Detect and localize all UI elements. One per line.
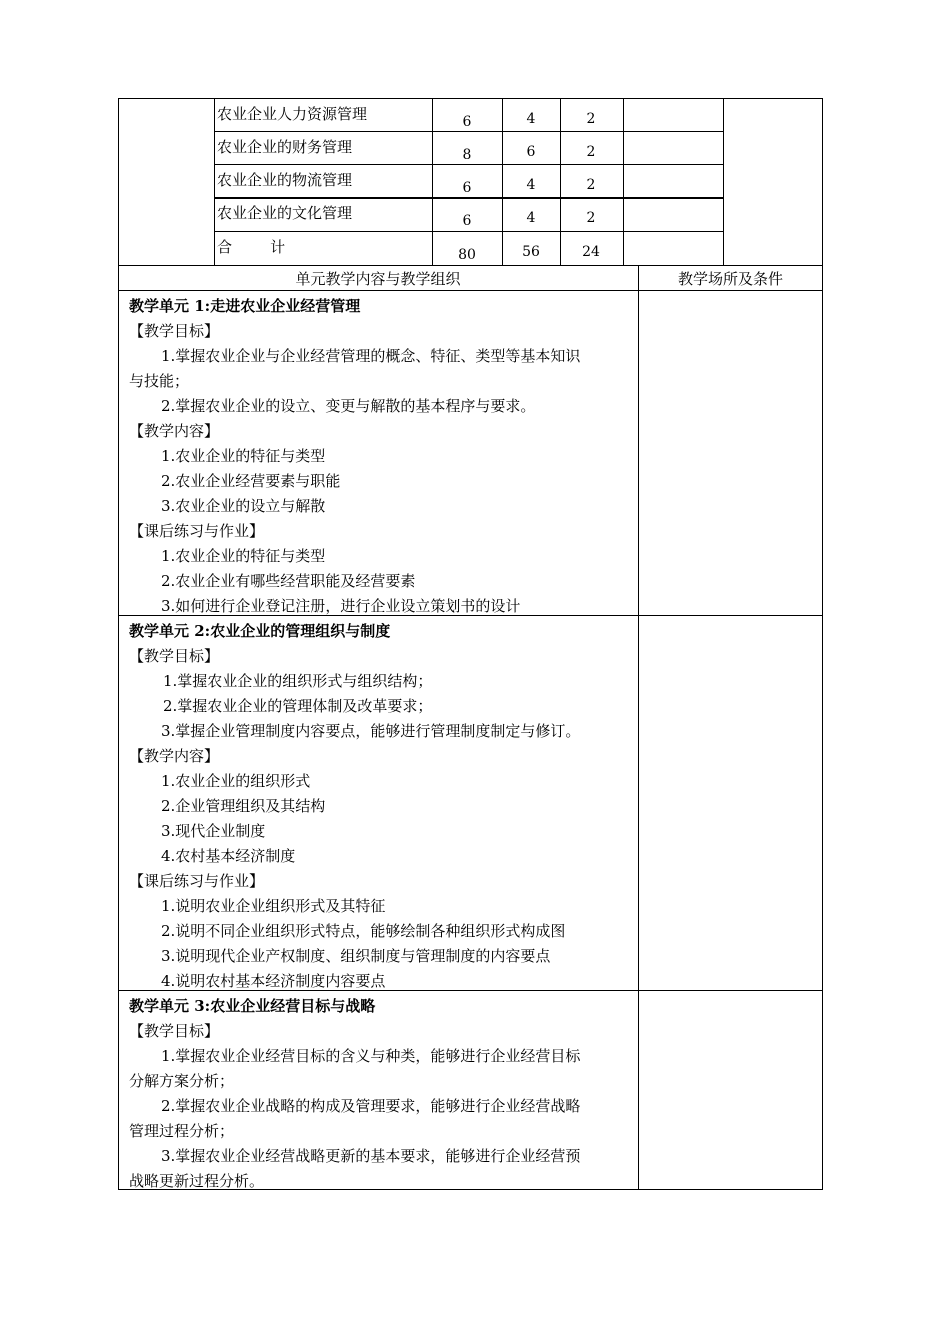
unit-title: 教学单元 2:农业企业的管理组织与制度 [129,622,391,640]
unit-title: 教学单元 1:走进农业企业经营管理 [129,297,361,315]
section-heading: 【课后练习与作业】 [129,872,265,890]
column-divider [638,265,639,1190]
course-item-practice-hours: 2 [586,210,596,226]
content-item: 3.现代企业制度 [161,822,266,840]
venue-column-header: 教学场所及条件 [677,270,783,288]
course-item-name: 农业企业人力资源管理 [217,105,368,123]
course-item-practice-hours: 2 [586,177,596,193]
course-item-practice-hours: 2 [586,144,596,160]
course-item-name: 农业企业的文化管理 [217,204,353,222]
table-divider [118,265,823,266]
section-heading: 【教学内容】 [129,747,220,765]
table-divider [432,98,433,265]
section-heading: 【教学目标】 [129,1022,220,1040]
content-item: 2.农业企业经营要素与职能 [161,472,341,490]
table-divider [502,98,503,265]
course-item-name: 农业企业的财务管理 [217,138,353,156]
table-divider [214,231,723,232]
objective-line: 2.掌握农业企业战略的构成及管理要求，能够进行企业经营战略 [161,1097,581,1115]
table-divider [623,98,624,265]
content-item: 2.企业管理组织及其结构 [161,797,326,815]
total-theory-hours: 56 [522,244,540,260]
homework-item: 2.说明不同企业组织形式特点，能够绘制各种组织形式构成图 [161,922,566,940]
homework-item: 3.说明现代企业产权制度、组织制度与管理制度的内容要点 [161,947,551,965]
course-item-total-hours: 6 [462,213,472,229]
objective-line: 3.掌握农业企业经营战略更新的基本要求，能够进行企业经营预 [161,1147,581,1165]
table-divider [723,98,724,265]
course-item-theory-hours: 4 [526,177,536,193]
homework-item: 4.说明农村基本经济制度内容要点 [161,972,386,990]
total-row-label: 合 计 [217,238,286,256]
section-heading: 【课后练习与作业】 [129,522,265,540]
course-item-theory-hours: 4 [526,210,536,226]
objective-line: 2.掌握农业企业的管理体制及改革要求； [163,697,433,715]
section-heading: 【教学目标】 [129,322,220,340]
objective-line: 1.掌握农业企业经营目标的含义与种类，能够进行企业经营目标 [161,1047,581,1065]
objective-line: 3.掌握企业管理制度内容要点，能够进行管理制度制定与修订。 [161,722,581,740]
course-item-theory-hours: 4 [526,111,536,127]
content-item: 3.农业企业的设立与解散 [161,497,326,515]
objective-line: 战略更新过程分析。 [129,1172,265,1190]
course-item-practice-hours: 2 [586,111,596,127]
course-item-theory-hours: 6 [526,144,536,160]
objective-line: 管理过程分析； [129,1122,235,1140]
course-item-total-hours: 8 [462,147,472,163]
course-item-total-hours: 6 [462,114,472,130]
objective-line: 2.掌握农业企业的设立、变更与解散的基本程序与要求。 [161,397,536,415]
homework-item: 2.农业企业有哪些经营职能及经营要素 [161,572,416,590]
objective-line: 1.掌握农业企业的组织形式与组织结构； [163,672,433,690]
row-divider [118,290,823,291]
course-item-name: 农业企业的物流管理 [217,171,353,189]
section-heading: 【教学目标】 [129,647,220,665]
content-item: 1.农业企业的特征与类型 [161,447,326,465]
content-column-header: 单元教学内容与教学组织 [295,270,461,288]
content-item: 4.农村基本经济制度 [161,847,296,865]
homework-item: 1.农业企业的特征与类型 [161,547,326,565]
table-divider [214,197,723,199]
objective-line: 分解方案分析； [129,1072,235,1090]
course-item-total-hours: 6 [462,180,472,196]
section-heading: 【教学内容】 [129,422,220,440]
objective-line: 1.掌握农业企业与企业经营管理的概念、特征、类型等基本知识 [161,347,581,365]
total-hours: 80 [458,247,476,263]
objective-line: 与技能； [129,372,190,390]
table-divider [214,98,215,265]
table-divider [214,164,723,165]
homework-item: 3.如何进行企业登记注册，进行企业设立策划书的设计 [161,597,521,615]
content-item: 1.农业企业的组织形式 [161,772,311,790]
table-divider [560,98,561,265]
table-divider [214,131,723,132]
unit-title: 教学单元 3:农业企业经营目标与战略 [129,997,376,1015]
homework-item: 1.说明农业企业组织形式及其特征 [161,897,386,915]
total-practice-hours: 24 [582,244,600,260]
